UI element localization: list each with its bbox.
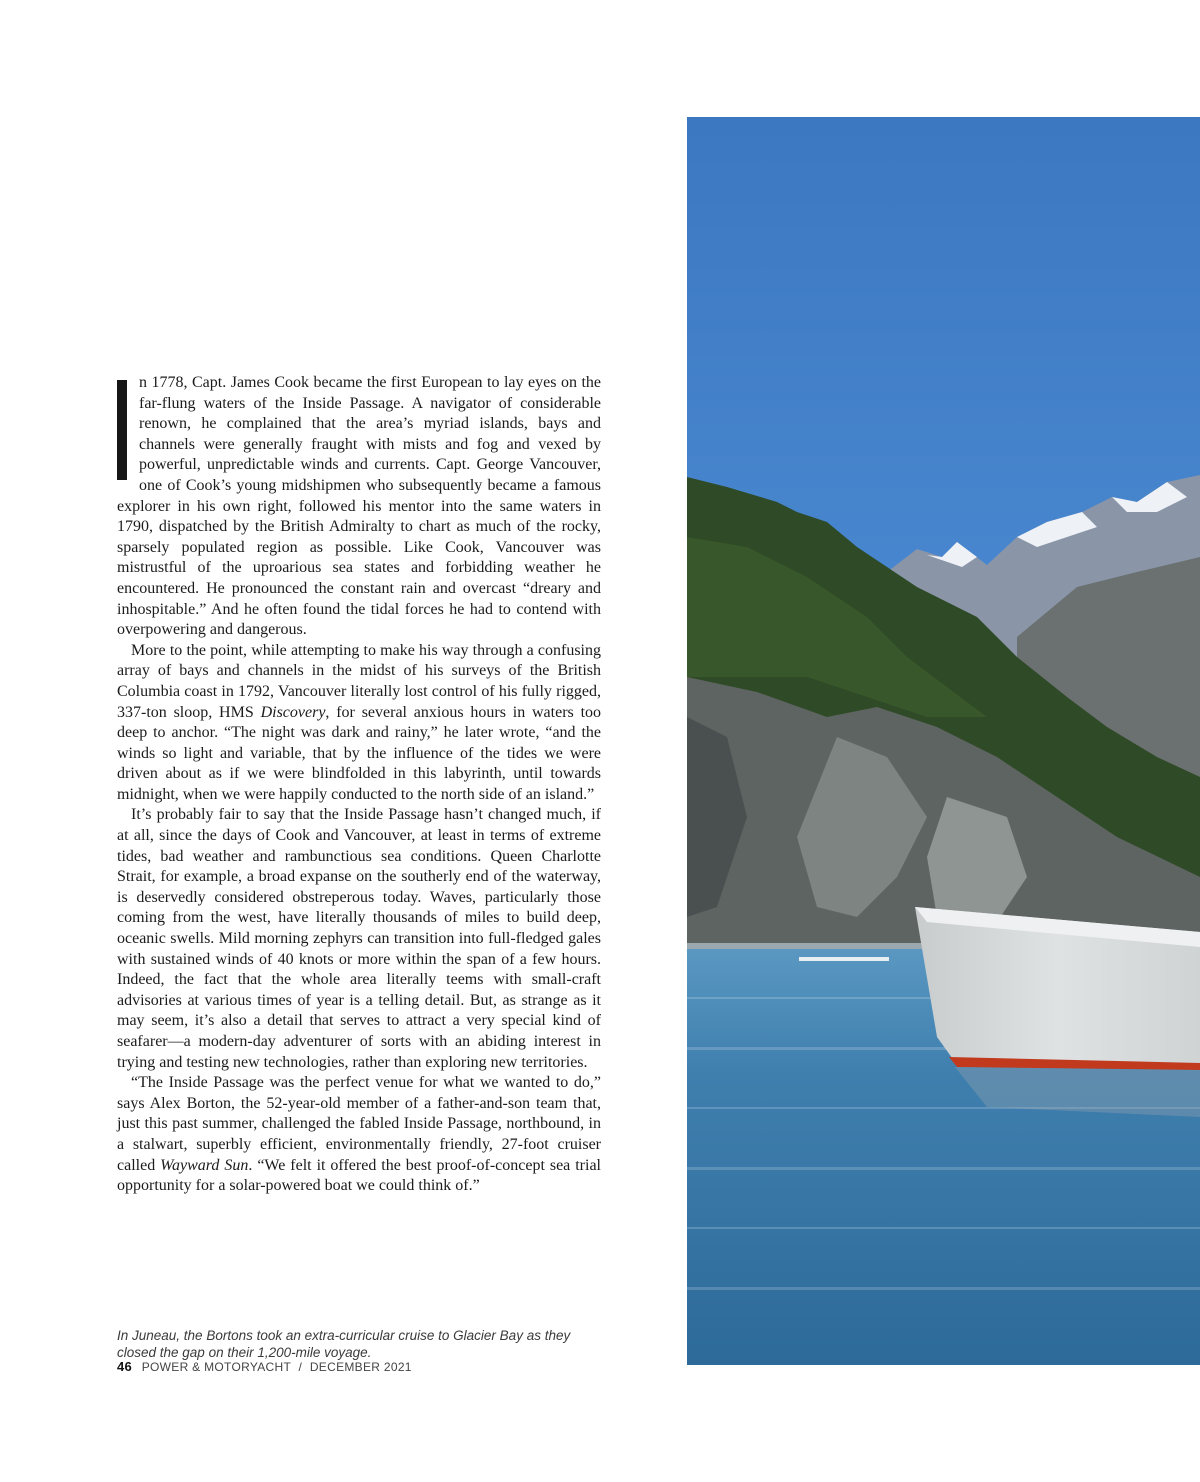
photo-caption: In Juneau, the Bortons took an extra-curricular cruise to Glacier Bay as they closed the gap on their 1,200-mile voyage. [117,1328,571,1360]
glacier-bay-photo [687,117,1200,1365]
page-number: 46 [117,1359,133,1374]
boat-name-wayward-sun: Wayward Sun [160,1156,249,1174]
distant-kayaks [799,957,889,961]
paragraph-3-text: It’s probably fair to say that the Inside Passage hasn’t changed much, if at all, since the days of Cook and Vancouver, at least in terms of extreme tides, bad weather and rambunctious sea conditions. Queen Charlotte Strait, for example, a broad expanse on the southerly end of the waterway, is deservedly considered obstreperous today. Waves, particularly those coming from the west, have literally thousands of miles to build deep, oceanic swells. Mild morning zephyrs can transition into full-fledged gales with sustained winds of 40 knots or more within the span of a few hours. Indeed, the fact that the whole area literally teems with small-craft advisories at various times of year is a telling detail. But, as strange as it may seem, it’s also a detail that serves to attract a very special kind of seafarer—a modern-day adventurer of sorts with an abiding interest in trying and testing new technologies, rather than exploring new territories. [117,806,601,1071]
paragraph-2-text-b: , for several anxious hours in waters too deep to anchor. “The night was dark and rainy,” he later wrote, “and the winds so light and variable, that by the influence of the tides we were driven about as if we were blindfolded in this labyrinth, until towards midnight, when we were happily conducted to the north side of an island.” [117,703,602,803]
publication-name: POWER & MOTORYACHT [141,1360,291,1374]
paragraph-3 [117,805,601,1073]
paragraph-1-text: n 1778, Capt. James Cook became the first European to lay eyes on the far-flung waters of the Inside Passage. A navigator of considerable renown, he complained that the area’s myriad islands, bays and channels were generally fraught with mists and fog and vexed by powerful, unpredictable winds and currents. Capt. George Vancouver, one of Cook’s young midshipmen who subsequently became a famous explorer in his own right, followed his mentor into the same waters in 1790, dispatched by the British Admiralty to chart as much of the rocky, sparsely populated region as possible. Like Cook, Vancouver was mistrustful of the uproarious sea states and forbidding weather he encountered. He pronounced the constant rain and overcast “dreary and inhospitable.” And he often found the tidal forces he had to contend with overpowering and dangerous. [117,374,601,639]
paragraph-4 [117,1073,601,1197]
paragraph-4-text-a: “The Inside Passage was the perfect venue for what we wanted to do,” says Alex Borton, the 52-year-old member of a father-and-son team that, just this past summer, challenged the fabled Inside Passage, northbound, in a stalwart, superbly efficient, environmentally friendly, 27-foot cruiser called [117,1074,601,1174]
paragraph-2-text-a: More to the point, while attempting to make his way through a confusing array of bays and channels in the midst of his surveys of the British Columbia coast in 1792, Vancouver literally lost control of his fully rigged, 337-ton sloop, HMS [117,641,601,721]
paragraph-2 [117,641,601,806]
issue-date: DECEMBER 2021 [309,1360,412,1374]
drop-cap-bar [117,380,127,480]
photo-illustration [687,117,1200,1365]
ship-name-discovery: Discovery [260,703,326,721]
paragraph-1 [117,373,601,641]
article-body [117,373,601,1197]
folio-separator: / [298,1360,303,1374]
page-footer [117,1359,412,1374]
paragraph-4-text-b: . “We felt it offered the best proof-of-concept sea trial opportunity for a solar-powered boat we could think of.” [117,1156,601,1195]
